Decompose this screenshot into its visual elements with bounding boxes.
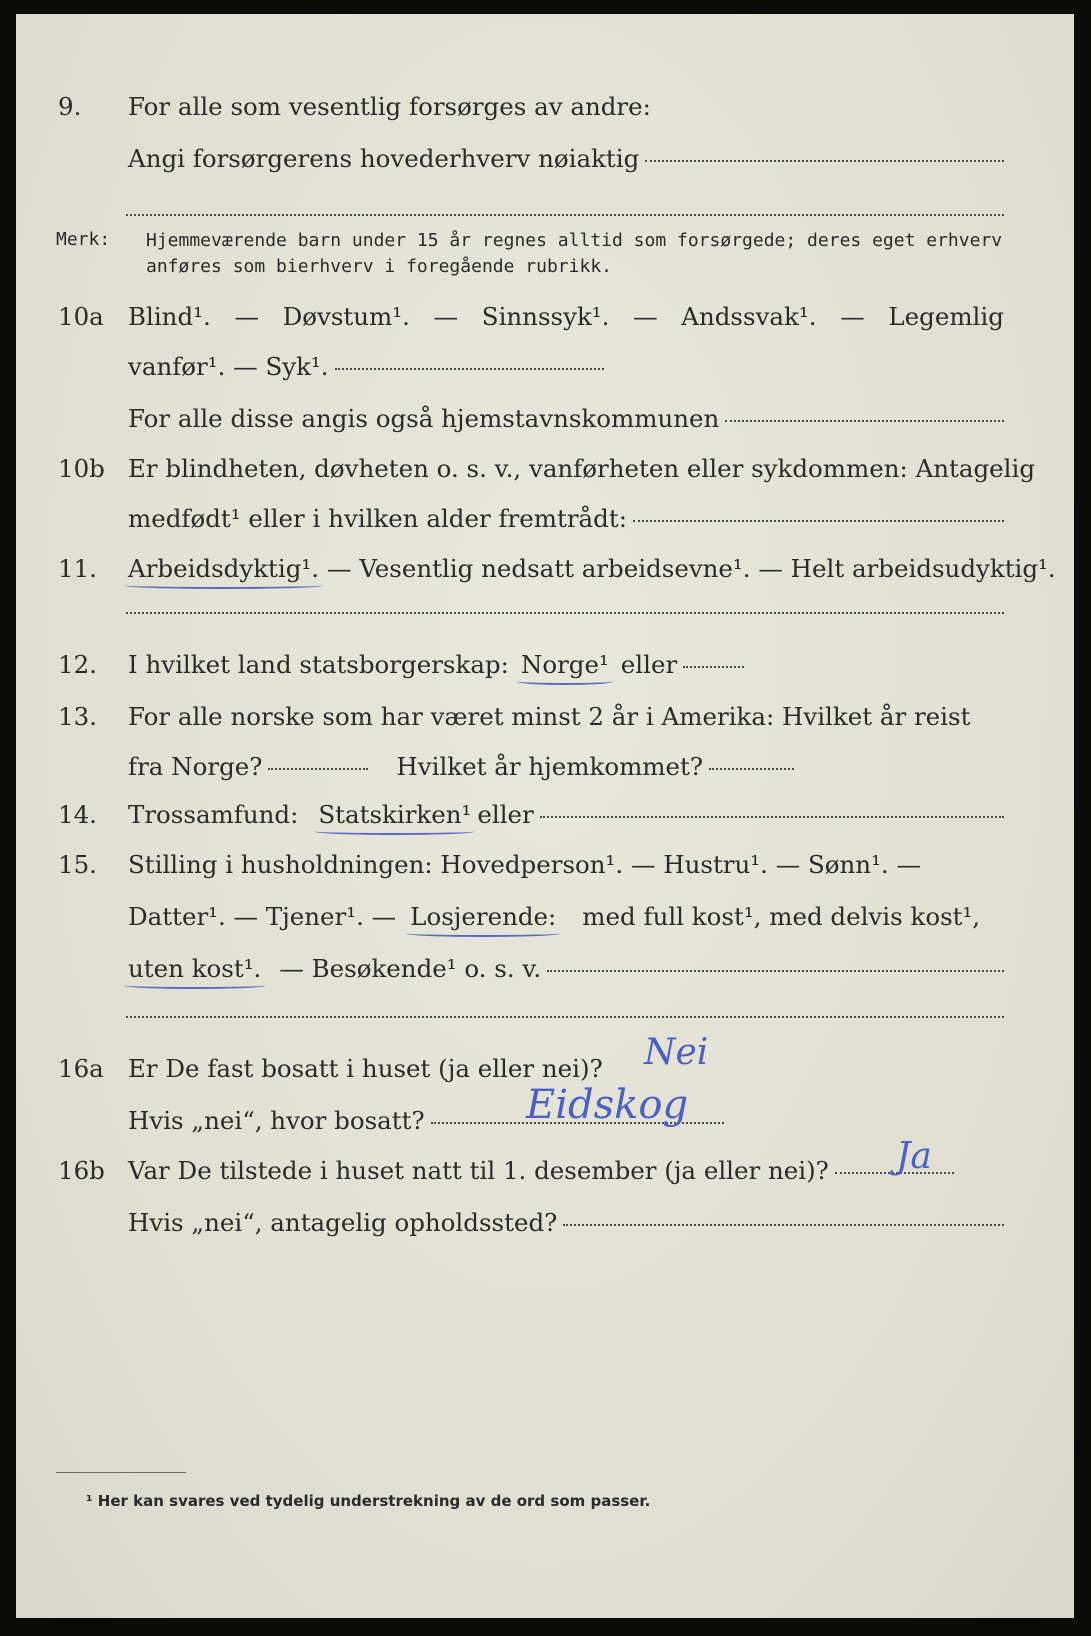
q14-number: 14. [58, 800, 97, 829]
q16a-text1: Er De fast bosatt i huset (ja eller nei)? [128, 1054, 603, 1083]
q12-eller: eller [620, 650, 678, 679]
q10b-line2 [16, 504, 1074, 548]
q11-number: 11. [58, 554, 97, 583]
q13-reist-line[interactable] [268, 768, 368, 770]
q11-line [16, 554, 1074, 598]
q16b-text1: Var De tilstede i huset natt til 1. desember (ja eller nei)? [128, 1156, 829, 1185]
q10a-number: 10a [58, 302, 104, 331]
q10a-hjemstavn-line[interactable] [725, 420, 1004, 422]
footnote: ¹ Her kan svares ved tydelig understrekning av de ord som passer. [86, 1492, 651, 1510]
q12-line [16, 650, 1074, 694]
q14-line [16, 800, 1074, 844]
q15-answer-rule[interactable] [126, 1016, 1004, 1018]
merk-text1: Hjemmeværende barn under 15 år regnes alltid som forsørgede; deres eget erhverv [146, 230, 1003, 251]
q15-text2c: med full kost¹, med delvis kost¹, [582, 902, 981, 931]
q15-line3 [16, 954, 1074, 998]
q13-line1 [16, 702, 1074, 746]
merk-note [146, 228, 1004, 280]
q16b-text2: Hvis „nei“, antagelig opholdssted? [128, 1208, 558, 1237]
q12-text: I hvilket land statsborgerskap: [128, 650, 509, 679]
q10a-line2 [16, 352, 1074, 396]
q15-text3b: — Besøkende¹ o. s. v. [279, 954, 542, 983]
q10b-number: 10b [58, 454, 105, 483]
q10a-andssvak: Andssvak¹. [681, 302, 817, 331]
q13-line2 [16, 752, 1074, 796]
q9-text2: Angi forsørgerens hovederhverv nøiaktig [128, 144, 640, 173]
q13-hjemkommet-label: Hvilket år hjemkommet? [396, 752, 704, 781]
q10a-blind: Blind¹. [128, 302, 211, 331]
q15-line1 [16, 850, 1074, 894]
q10a-answer-line[interactable] [335, 368, 604, 370]
q15-number: 15. [58, 850, 97, 879]
q12-number: 12. [58, 650, 97, 679]
q9-line1 [16, 92, 1074, 136]
q16b-handwritten-answer[interactable]: Ja [896, 1136, 932, 1177]
q16b-answer-line[interactable] [835, 1172, 954, 1174]
q16b-number: 16b [58, 1156, 105, 1185]
q12-answer-line[interactable] [683, 666, 744, 668]
q14-text: Trossamfund: [128, 800, 299, 829]
q9-text1: For alle som vesentlig forsørges av andre: [128, 92, 651, 121]
q10b-line1 [16, 454, 1074, 498]
q10b-answer-line[interactable] [633, 520, 1004, 522]
q15-text1: Stilling i husholdningen: Hovedperson¹. — Hustru¹. — Sønn¹. — [128, 850, 921, 879]
q15-uten-kost-underlined[interactable]: uten kost¹. [128, 954, 262, 983]
q13-hjemkommet-line[interactable] [709, 768, 794, 770]
q10a-dash: — [234, 302, 259, 331]
q9-number: 9. [58, 92, 82, 121]
merk-label: Merk: [56, 229, 111, 250]
q10a-dash: — [840, 302, 865, 331]
q11-answer-rule[interactable] [126, 612, 1004, 614]
q10a-sinnssyk: Sinnssyk¹. [481, 302, 610, 331]
q10a-text3: For alle disse angis også hjemstavnskommunen [128, 404, 720, 433]
q13-number: 13. [58, 702, 97, 731]
q10b-text1: Er blindheten, døvheten o. s. v., vanførheten eller sykdommen: Antagelig [128, 454, 1036, 483]
q10a-dash: — [433, 302, 459, 331]
q10a-dovstum: Døvstum¹. [282, 302, 410, 331]
q14-eller: eller [477, 800, 534, 829]
merk-text2: anføres som bierhverv i foregående rubrikk. [146, 256, 612, 277]
q10a-line3 [16, 404, 1074, 448]
q14-statskirken-underlined[interactable]: Statskirken¹ [318, 800, 472, 829]
q16b-opholdssted-line[interactable] [563, 1224, 1004, 1226]
q15-text2a: Datter¹. — Tjener¹. — [128, 902, 397, 931]
q10b-text2: medfødt¹ eller i hvilken alder fremtrådt: [128, 504, 627, 533]
footnote-divider [56, 1472, 186, 1473]
q10a-line1 [16, 302, 1074, 346]
q9-line2 [16, 144, 1074, 188]
q16a-handwritten-bosatt[interactable]: Eidskog [526, 1082, 689, 1128]
q11-other-options: — Vesentlig nedsatt arbeidsevne¹. — Helt arbeidsudyktig¹. [327, 554, 1056, 583]
q16a-handwritten-answer[interactable]: Nei [644, 1032, 709, 1073]
q10a-dash: — [633, 302, 658, 331]
q13-reist-label: fra Norge? [128, 752, 263, 781]
q15-line2 [16, 902, 1074, 946]
census-form-page [16, 14, 1074, 1618]
q16a-number: 16a [58, 1054, 104, 1083]
q10a-text2: vanfør¹. — Syk¹. [128, 352, 329, 381]
q10a-legemlig: Legemlig [888, 302, 1004, 331]
q9-answer-line[interactable] [645, 160, 1004, 162]
q9-answer-rule[interactable] [126, 214, 1004, 216]
q15-losjerende-underlined[interactable]: Losjerende: [410, 902, 557, 931]
q14-answer-line[interactable] [540, 816, 1004, 818]
q15-answer-line[interactable] [547, 970, 1004, 972]
q12-norge-underlined[interactable]: Norge¹ [520, 650, 609, 679]
q11-arbeidsdyktig-underlined[interactable]: Arbeidsdyktig¹. [128, 554, 320, 583]
q13-text1: For alle norske som har været minst 2 år i Amerika: Hvilket år reist [128, 702, 971, 731]
q16b-line2 [16, 1208, 1074, 1252]
q16a-text2: Hvis „nei“, hvor bosatt? [128, 1106, 425, 1135]
